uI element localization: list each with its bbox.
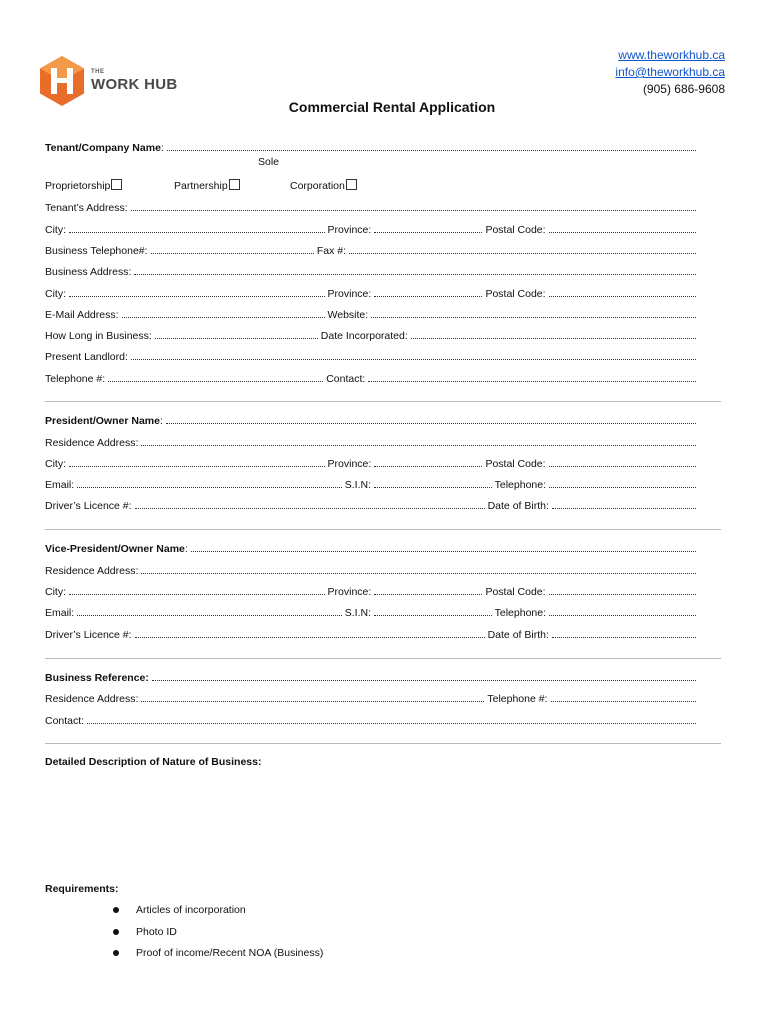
bullet-icon [113, 907, 119, 913]
president-dob-field[interactable] [552, 508, 696, 509]
landlord-row: Present Landlord: [45, 349, 696, 363]
phone-number: (905) 686-9608 [642, 82, 725, 96]
tenant-name-label: Tenant/Company Name [45, 142, 161, 154]
reference-contact-row: Contact: [45, 713, 696, 727]
president-sin-field[interactable] [374, 487, 492, 488]
tenant-address-field[interactable] [131, 210, 696, 211]
business-phone-field[interactable] [151, 253, 314, 254]
requirement-item: Photo ID [113, 926, 177, 938]
tenant-city-field[interactable] [69, 232, 325, 233]
proprietorship-checkbox[interactable] [111, 179, 122, 190]
president-licence-row: Driver’s Licence #: Date of Birth: [45, 498, 696, 512]
bullet-icon [113, 950, 119, 956]
divider [45, 401, 721, 402]
partnership-option: Partnership [174, 179, 240, 192]
vp-residence-row: Residence Address: [45, 563, 696, 577]
requirement-item: Articles of incorporation [113, 904, 246, 916]
tenant-postal-field[interactable] [549, 232, 696, 233]
vp-name-field[interactable] [191, 551, 696, 552]
president-city-field[interactable] [69, 466, 325, 467]
tenant-name-row: Tenant/Company Name : [45, 140, 696, 154]
bullet-icon [113, 929, 119, 935]
vp-licence-row: Driver’s Licence #: Date of Birth: [45, 627, 696, 641]
how-long-row: How Long in Business: Date Incorporated: [45, 328, 696, 342]
president-email-row: Email: S.I.N: Telephone: [45, 477, 696, 491]
email-link[interactable]: info@theworkhub.ca [615, 65, 725, 79]
vp-email-field[interactable] [77, 615, 342, 616]
president-licence-field[interactable] [135, 508, 485, 509]
business-address-row: Business Address: [45, 264, 696, 278]
page-title: Commercial Rental Application [288, 99, 496, 115]
corporation-option: Corporation [290, 179, 357, 192]
vp-telephone-field[interactable] [549, 615, 696, 616]
divider [45, 529, 721, 530]
reference-contact-field[interactable] [87, 723, 696, 724]
vp-name-row: Vice-President/Owner Name : [45, 541, 696, 555]
vp-city-field[interactable] [69, 594, 325, 595]
vp-postal-field[interactable] [549, 594, 696, 595]
business-postal-field[interactable] [549, 296, 696, 297]
business-address-field[interactable] [134, 274, 696, 275]
landlord-field[interactable] [131, 359, 696, 360]
tenant-city-row: City: Province: Postal Code: [45, 222, 696, 236]
president-name-field[interactable] [166, 423, 696, 424]
business-city-row: City: Province: Postal Code: [45, 286, 696, 300]
partnership-checkbox[interactable] [229, 179, 240, 190]
how-long-field[interactable] [155, 338, 318, 339]
vp-licence-field[interactable] [135, 637, 485, 638]
business-city-field[interactable] [69, 296, 325, 297]
landlord-telephone-field[interactable] [108, 381, 323, 382]
contact-block [615, 47, 725, 98]
reference-residence-row: Residence Address: Telephone #: [45, 691, 696, 705]
vp-sin-field[interactable] [374, 615, 492, 616]
logo-small-text: THE [91, 69, 105, 75]
fax-field[interactable] [349, 253, 696, 254]
tenant-email-field[interactable] [122, 317, 325, 318]
president-name-row: President/Owner Name : [45, 413, 696, 427]
corporation-checkbox[interactable] [346, 179, 357, 190]
email-website-row: E-Mail Address: Website: [45, 307, 696, 321]
tenant-website-field[interactable] [371, 317, 696, 318]
president-city-row: City: Province: Postal Code: [45, 456, 696, 470]
logo-name: WORK HUB [91, 76, 178, 93]
landlord-contact-field[interactable] [368, 381, 696, 382]
president-telephone-field[interactable] [549, 487, 696, 488]
president-residence-row: Residence Address: [45, 435, 696, 449]
tenant-name-field[interactable] [167, 150, 696, 151]
reference-row: Business Reference: [45, 670, 696, 684]
requirement-item: Proof of income/Recent NOA (Business) [113, 947, 323, 959]
landlord-phone-row: Telephone #: Contact: [45, 371, 696, 385]
proprietorship-option: Proprietorship [45, 179, 122, 192]
requirements-label: Requirements: [45, 883, 119, 895]
reference-residence-field[interactable] [141, 701, 484, 702]
business-province-field[interactable] [374, 296, 482, 297]
divider [45, 658, 721, 659]
date-incorporated-field[interactable] [411, 338, 696, 339]
vp-email-row: Email: S.I.N: Telephone: [45, 605, 696, 619]
description-label: Detailed Description of Nature of Business: [45, 756, 262, 768]
vp-dob-field[interactable] [552, 637, 696, 638]
website-link[interactable]: www.theworkhub.ca [618, 48, 725, 62]
president-postal-field[interactable] [549, 466, 696, 467]
president-residence-field[interactable] [141, 445, 696, 446]
tenant-address-row: Tenant’s Address: [45, 200, 696, 214]
vp-residence-field[interactable] [141, 573, 696, 574]
reference-field[interactable] [152, 680, 696, 681]
reference-telephone-field[interactable] [551, 701, 697, 702]
sole-label: Sole [258, 156, 280, 168]
president-province-field[interactable] [374, 466, 482, 467]
vp-province-field[interactable] [374, 594, 482, 595]
business-phone-row: Business Telephone#: Fax #: [45, 243, 696, 257]
tenant-province-field[interactable] [374, 232, 482, 233]
vp-city-row: City: Province: Postal Code: [45, 584, 696, 598]
divider [45, 743, 721, 744]
president-email-field[interactable] [77, 487, 342, 488]
